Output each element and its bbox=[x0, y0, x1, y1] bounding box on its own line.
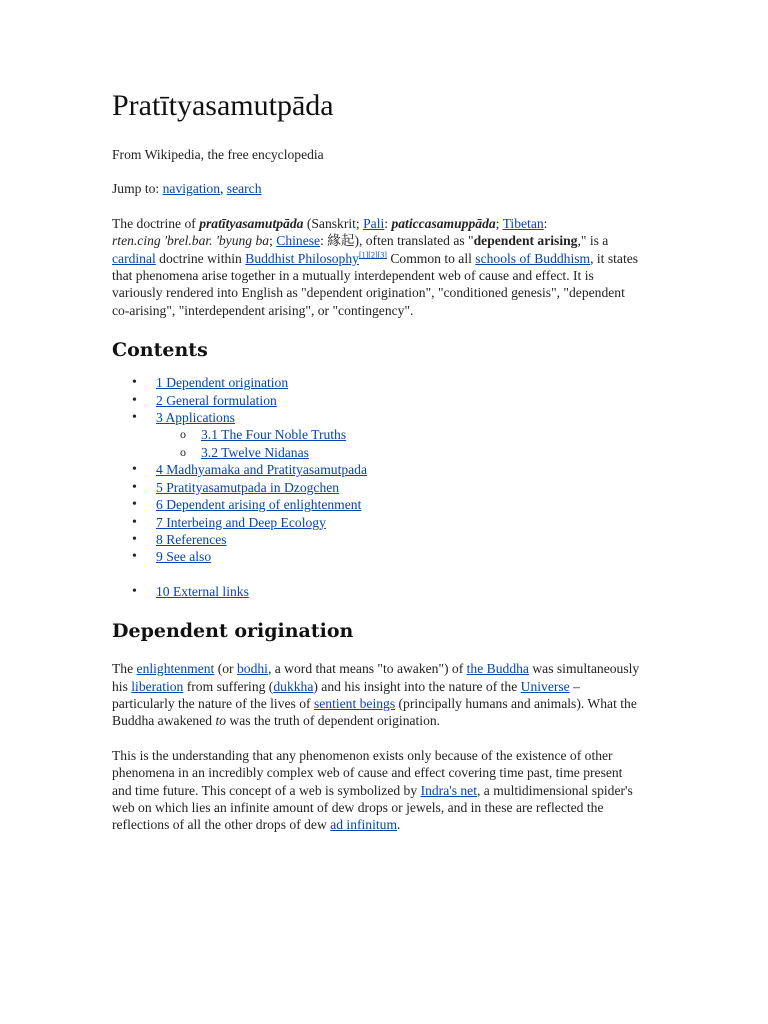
article-content bbox=[112, 86, 642, 834]
toc-item bbox=[112, 496, 642, 513]
tibetan-link[interactable]: Tibetan bbox=[502, 215, 544, 231]
toc-item bbox=[112, 392, 642, 409]
toc-item bbox=[112, 548, 642, 565]
liberation-link[interactable]: liberation bbox=[131, 678, 184, 694]
term-pratityasamutpada: pratītyasamutpāda bbox=[199, 215, 304, 231]
toc-link-enlightenment[interactable]: 6 Dependent arising of enlightenment bbox=[156, 497, 362, 513]
paragraph-text: from suffering ( bbox=[183, 678, 274, 694]
toc-item bbox=[112, 409, 642, 426]
toc-item bbox=[112, 583, 642, 600]
toc-link-external-links[interactable]: 10 External links bbox=[156, 583, 249, 599]
toc-item bbox=[112, 514, 642, 531]
toc-subitem bbox=[112, 444, 642, 461]
paragraph-text: (or bbox=[214, 661, 237, 677]
cardinal-link[interactable]: cardinal bbox=[112, 250, 156, 266]
chinese-link[interactable]: Chinese bbox=[276, 233, 321, 249]
table-of-contents bbox=[112, 374, 642, 600]
paragraph-text: , a word that means "to awaken") of bbox=[267, 661, 467, 677]
navigation-link[interactable]: navigation bbox=[162, 181, 220, 197]
intro-paragraph bbox=[112, 215, 642, 319]
ad-infinitum-link[interactable]: ad infinitum bbox=[330, 817, 398, 833]
toc-link-see-also[interactable]: 9 See also bbox=[156, 549, 212, 565]
toc-item bbox=[112, 531, 642, 548]
paragraph-text: was the truth of dependent origination. bbox=[226, 713, 441, 729]
intro-text: doctrine within bbox=[155, 250, 246, 266]
paragraph-text: ) and his insight into the nature of the bbox=[313, 678, 521, 694]
universe-link[interactable]: Universe bbox=[520, 678, 570, 694]
toc-item bbox=[112, 479, 642, 496]
jump-prefix: Jump to: bbox=[112, 181, 163, 197]
schools-of-buddhism-link[interactable]: schools of Buddhism bbox=[475, 250, 591, 266]
paragraph-text: – particularly the nature of the lives of bbox=[112, 678, 580, 711]
toc-link-applications[interactable]: 3 Applications bbox=[156, 410, 235, 426]
emphasis-to: to bbox=[215, 713, 227, 729]
toc-item bbox=[112, 461, 642, 478]
toc-subitem bbox=[112, 426, 642, 443]
references-link[interactable]: [1][2][3] bbox=[358, 250, 387, 260]
intro-text: The doctrine of bbox=[112, 215, 200, 231]
toc-link-interbeing[interactable]: 7 Interbeing and Deep Ecology bbox=[156, 514, 326, 530]
intro-text: : 緣起), often translated as " bbox=[320, 233, 474, 249]
paragraph-text: The bbox=[112, 661, 137, 677]
dukkha-link[interactable]: dukkha bbox=[273, 678, 314, 694]
jump-to bbox=[112, 180, 642, 197]
intro-text: ," is a bbox=[577, 233, 609, 249]
paragraph-text: This is the understanding that any phenomenon exists only because of the existence of other phenomena in an incredibly complex web of cause and effect covering time past, time present and time future. This concept of a web is symbolized by bbox=[112, 747, 623, 798]
toc-link-madhyamaka[interactable]: 4 Madhyamaka and Pratityasamutpada bbox=[156, 462, 368, 478]
intro-text: ; bbox=[495, 215, 503, 231]
contents-heading: Contents bbox=[112, 339, 208, 362]
the-buddha-link[interactable]: the Buddha bbox=[466, 661, 529, 677]
toc-link-general-formulation[interactable]: 2 General formulation bbox=[156, 392, 277, 408]
intro-text: : bbox=[384, 215, 392, 231]
toc-item bbox=[112, 374, 642, 391]
term-tibetan: rten.cing 'brel.bar. 'byung ba bbox=[112, 233, 270, 249]
section-paragraph-1 bbox=[112, 660, 642, 730]
toc-link-dependent-origination[interactable]: 1 Dependent origination bbox=[156, 375, 289, 391]
term-dependent-arising: dependent arising bbox=[473, 233, 578, 249]
buddhist-philosophy-link[interactable]: Buddhist Philosophy bbox=[245, 250, 359, 266]
toc-link-references[interactable]: 8 References bbox=[156, 531, 227, 547]
toc-link-twelve-nidanas[interactable]: 3.2 Twelve Nidanas bbox=[201, 444, 309, 460]
enlightenment-link[interactable]: enlightenment bbox=[136, 661, 215, 677]
intro-text: Common to all bbox=[386, 250, 476, 266]
page-title: Pratītyasamutpāda bbox=[112, 89, 334, 122]
bodhi-link[interactable]: bodhi bbox=[236, 661, 268, 677]
search-link[interactable]: search bbox=[226, 181, 262, 197]
paragraph-text: . bbox=[397, 817, 401, 833]
pali-link[interactable]: Pali bbox=[363, 215, 385, 231]
toc-link-dzogchen[interactable]: 5 Pratityasamutpada in Dzogchen bbox=[156, 479, 340, 495]
paragraph-text: , a multidimensional spider's web on which lies an infinite amount of dew drops or jewels, and in these are reflected the reflections of all the other drops of dew bbox=[112, 782, 633, 833]
section-paragraph-2 bbox=[112, 747, 642, 834]
section-heading-dependent-origination: Dependent origination bbox=[112, 620, 354, 643]
paragraph-text: was simultaneously his bbox=[112, 661, 640, 694]
intro-text: (Sanskrit; bbox=[303, 215, 364, 231]
tagline: From Wikipedia, the free encyclopedia bbox=[112, 147, 324, 162]
intro-text: , it states that phenomena arise together in a mutually interdependent web of cause and effect. It is variously rendered into English as "dependent origination", "conditioned genesis", "dependent co-arising", "interdependent arising", or "contingency". bbox=[112, 250, 639, 318]
paragraph-text: (principally humans and animals). What the Buddha awakened bbox=[112, 695, 637, 729]
jump-separator: , bbox=[220, 181, 227, 197]
intro-text: : bbox=[543, 215, 548, 231]
term-paticcasamuppada: paticcasamuppāda bbox=[391, 215, 496, 231]
toc-link-four-noble-truths[interactable]: 3.1 The Four Noble Truths bbox=[201, 427, 347, 443]
intro-text: ; bbox=[269, 233, 277, 249]
indras-net-link[interactable]: Indra's net bbox=[420, 782, 477, 798]
sentient-beings-link[interactable]: sentient beings bbox=[313, 695, 396, 711]
